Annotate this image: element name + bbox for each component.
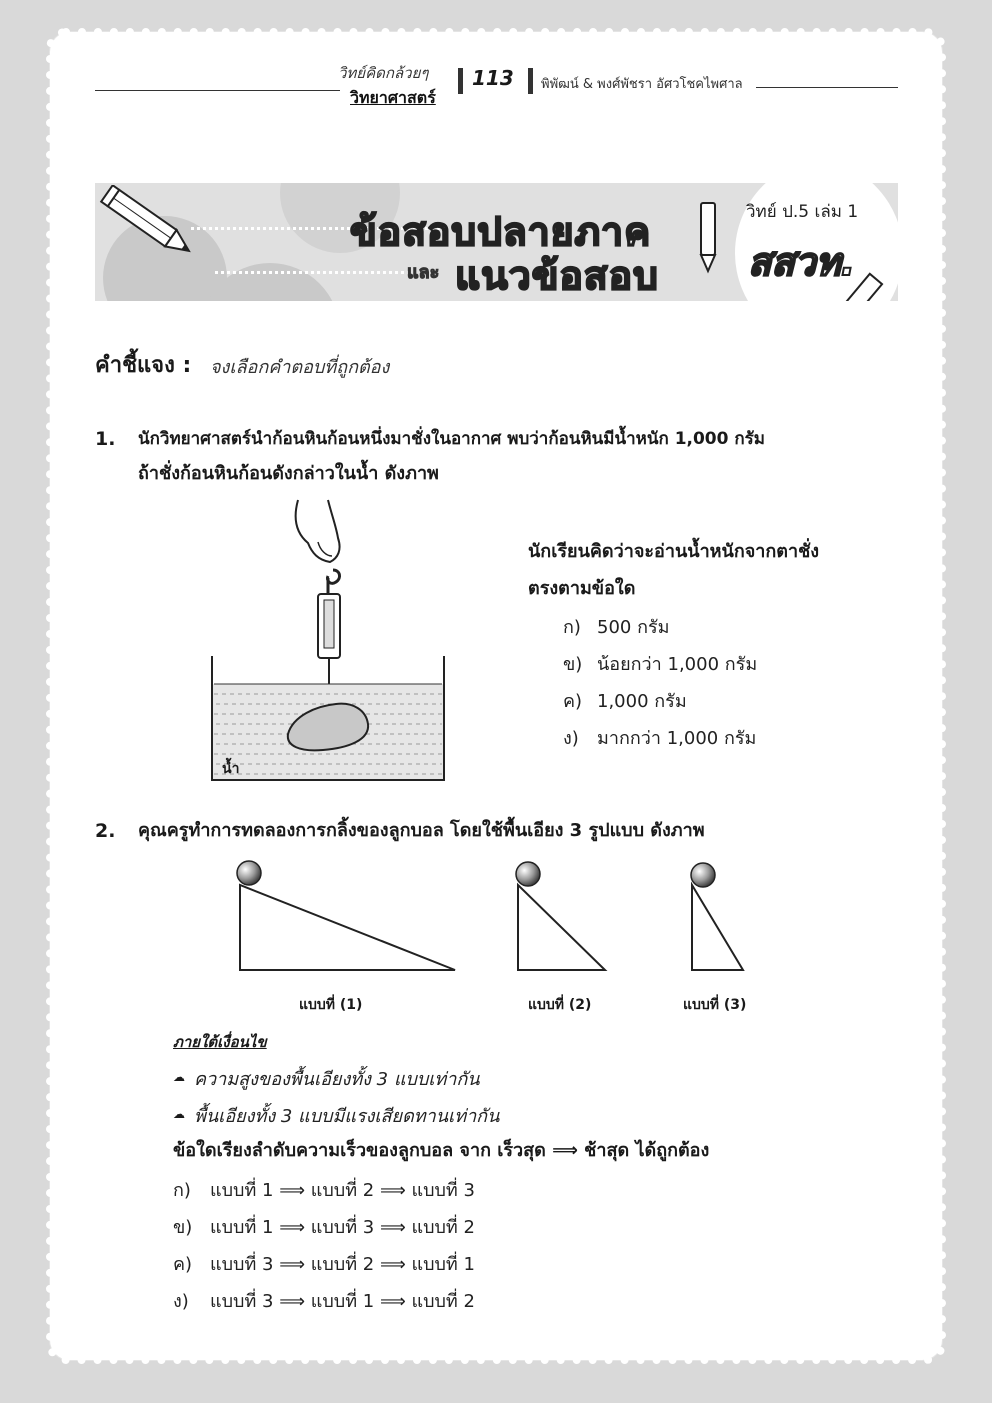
banner-title-line1: ข้อสอบปลายภาค xyxy=(350,210,652,255)
title-banner xyxy=(95,183,898,301)
q1-line2: ถ้าชั่งก้อนหินก้อนดังกล่าวในน้ำ ดังภาพ xyxy=(138,463,439,484)
q1-figure-scale-in-water xyxy=(208,498,448,788)
q2-inclines-figure xyxy=(230,858,770,978)
q1-option-b-text: น้อยกว่า 1,000 กรัม xyxy=(597,654,758,675)
q2-caption-3: แบบที่ (3) xyxy=(683,997,747,1013)
page-number: 113 xyxy=(472,66,514,90)
q1-option-d-text: มากกว่า 1,000 กรัม xyxy=(597,728,757,749)
q2-caption-1: แบบที่ (1) xyxy=(299,997,363,1013)
q1-line1: นักวิทยาศาสตร์นำก้อนหินก้อนหนึ่งมาชั่งในอากาศ พบว่าก้อนหินมีน้ำหนัก 1,000 กรัม xyxy=(138,429,766,449)
header-rule-left xyxy=(95,90,340,91)
q2-option-b-text: แบบที่ 1 ⟹ แบบที่ 3 ⟹ แบบที่ 2 xyxy=(210,1217,475,1238)
q2-option-b-letter: ข) xyxy=(173,1217,193,1238)
q1-number: 1. xyxy=(95,428,116,450)
header-authors: พิพัฒน์ & พงศ์พัชรา อัศวโชคไพศาล xyxy=(541,77,743,92)
q1-option-d-letter: ง) xyxy=(563,728,579,749)
header-subject: วิทยาศาสตร์ xyxy=(350,88,436,107)
banner-and: และ xyxy=(407,262,440,283)
q2-option-a-letter: ก) xyxy=(173,1180,191,1201)
header-rule-right xyxy=(756,87,898,88)
q1-water-label: น้ำ xyxy=(222,761,240,777)
pencil-icon xyxy=(97,185,207,265)
q2-option-c-text: แบบที่ 3 ⟹ แบบที่ 2 ⟹ แบบที่ 1 xyxy=(210,1254,475,1275)
small-pencil-icon xyxy=(693,197,723,277)
q2-condition-2: พื้นเอียงทั้ง 3 แบบมีแรงเสียดทานเท่ากัน xyxy=(194,1106,500,1127)
q2-option-d-letter: ง) xyxy=(173,1291,189,1312)
q2-option-d-text: แบบที่ 3 ⟹ แบบที่ 1 ⟹ แบบที่ 2 xyxy=(210,1291,475,1312)
q2-option-a-text: แบบที่ 1 ⟹ แบบที่ 2 ⟹ แบบที่ 3 xyxy=(210,1180,475,1201)
banner-dots-2 xyxy=(215,271,410,274)
q2-conditions-title: ภายใต้เงื่อนไข xyxy=(173,1033,267,1051)
header-bar-right xyxy=(528,68,533,94)
banner-org: สสวท. xyxy=(748,240,856,284)
bullet-icon-2: ☁ xyxy=(173,1107,185,1121)
q1-option-c-letter: ค) xyxy=(563,691,583,712)
header-series: วิทย์คิดกล้วยๆ xyxy=(338,64,429,82)
q1-prompt-line1: นักเรียนคิดว่าจะอ่านน้ำหนักจากตาชั่ง xyxy=(528,541,820,562)
header-bar-left xyxy=(458,68,463,94)
q2-option-c-letter: ค) xyxy=(173,1254,193,1275)
q1-option-a-letter: ก) xyxy=(563,617,581,638)
q1-option-a-text: 500 กรัม xyxy=(597,617,670,638)
q1-option-b-letter: ข) xyxy=(563,654,583,675)
instructions-text: จงเลือกคำตอบที่ถูกต้อง xyxy=(210,357,390,378)
pencil-icon-right xyxy=(830,257,898,301)
q2-caption-2: แบบที่ (2) xyxy=(528,997,592,1013)
q2-condition-1: ความสูงของพื้นเอียงทั้ง 3 แบบเท่ากัน xyxy=(194,1069,480,1090)
q1-prompt-line2: ตรงตามข้อใด xyxy=(528,578,636,599)
q1-option-c-text: 1,000 กรัม xyxy=(597,691,687,712)
q2-line1: คุณครูทำการทดลองการกลิ้งของลูกบอล โดยใช้พื้นเอียง 3 รูปแบบ ดังภาพ xyxy=(138,820,705,841)
banner-title-line2: แนวข้อสอบ xyxy=(455,254,659,299)
bullet-icon-1: ☁ xyxy=(173,1070,185,1084)
banner-grade: วิทย์ ป.5 เล่ม 1 xyxy=(746,202,859,222)
q2-number: 2. xyxy=(95,820,116,842)
q2-prompt: ข้อใดเรียงลำดับความเร็วของลูกบอล จาก เร็วสุด ⟹ ช้าสุด ได้ถูกต้อง xyxy=(173,1140,710,1161)
instructions-label: คำชี้แจง : xyxy=(95,353,192,378)
